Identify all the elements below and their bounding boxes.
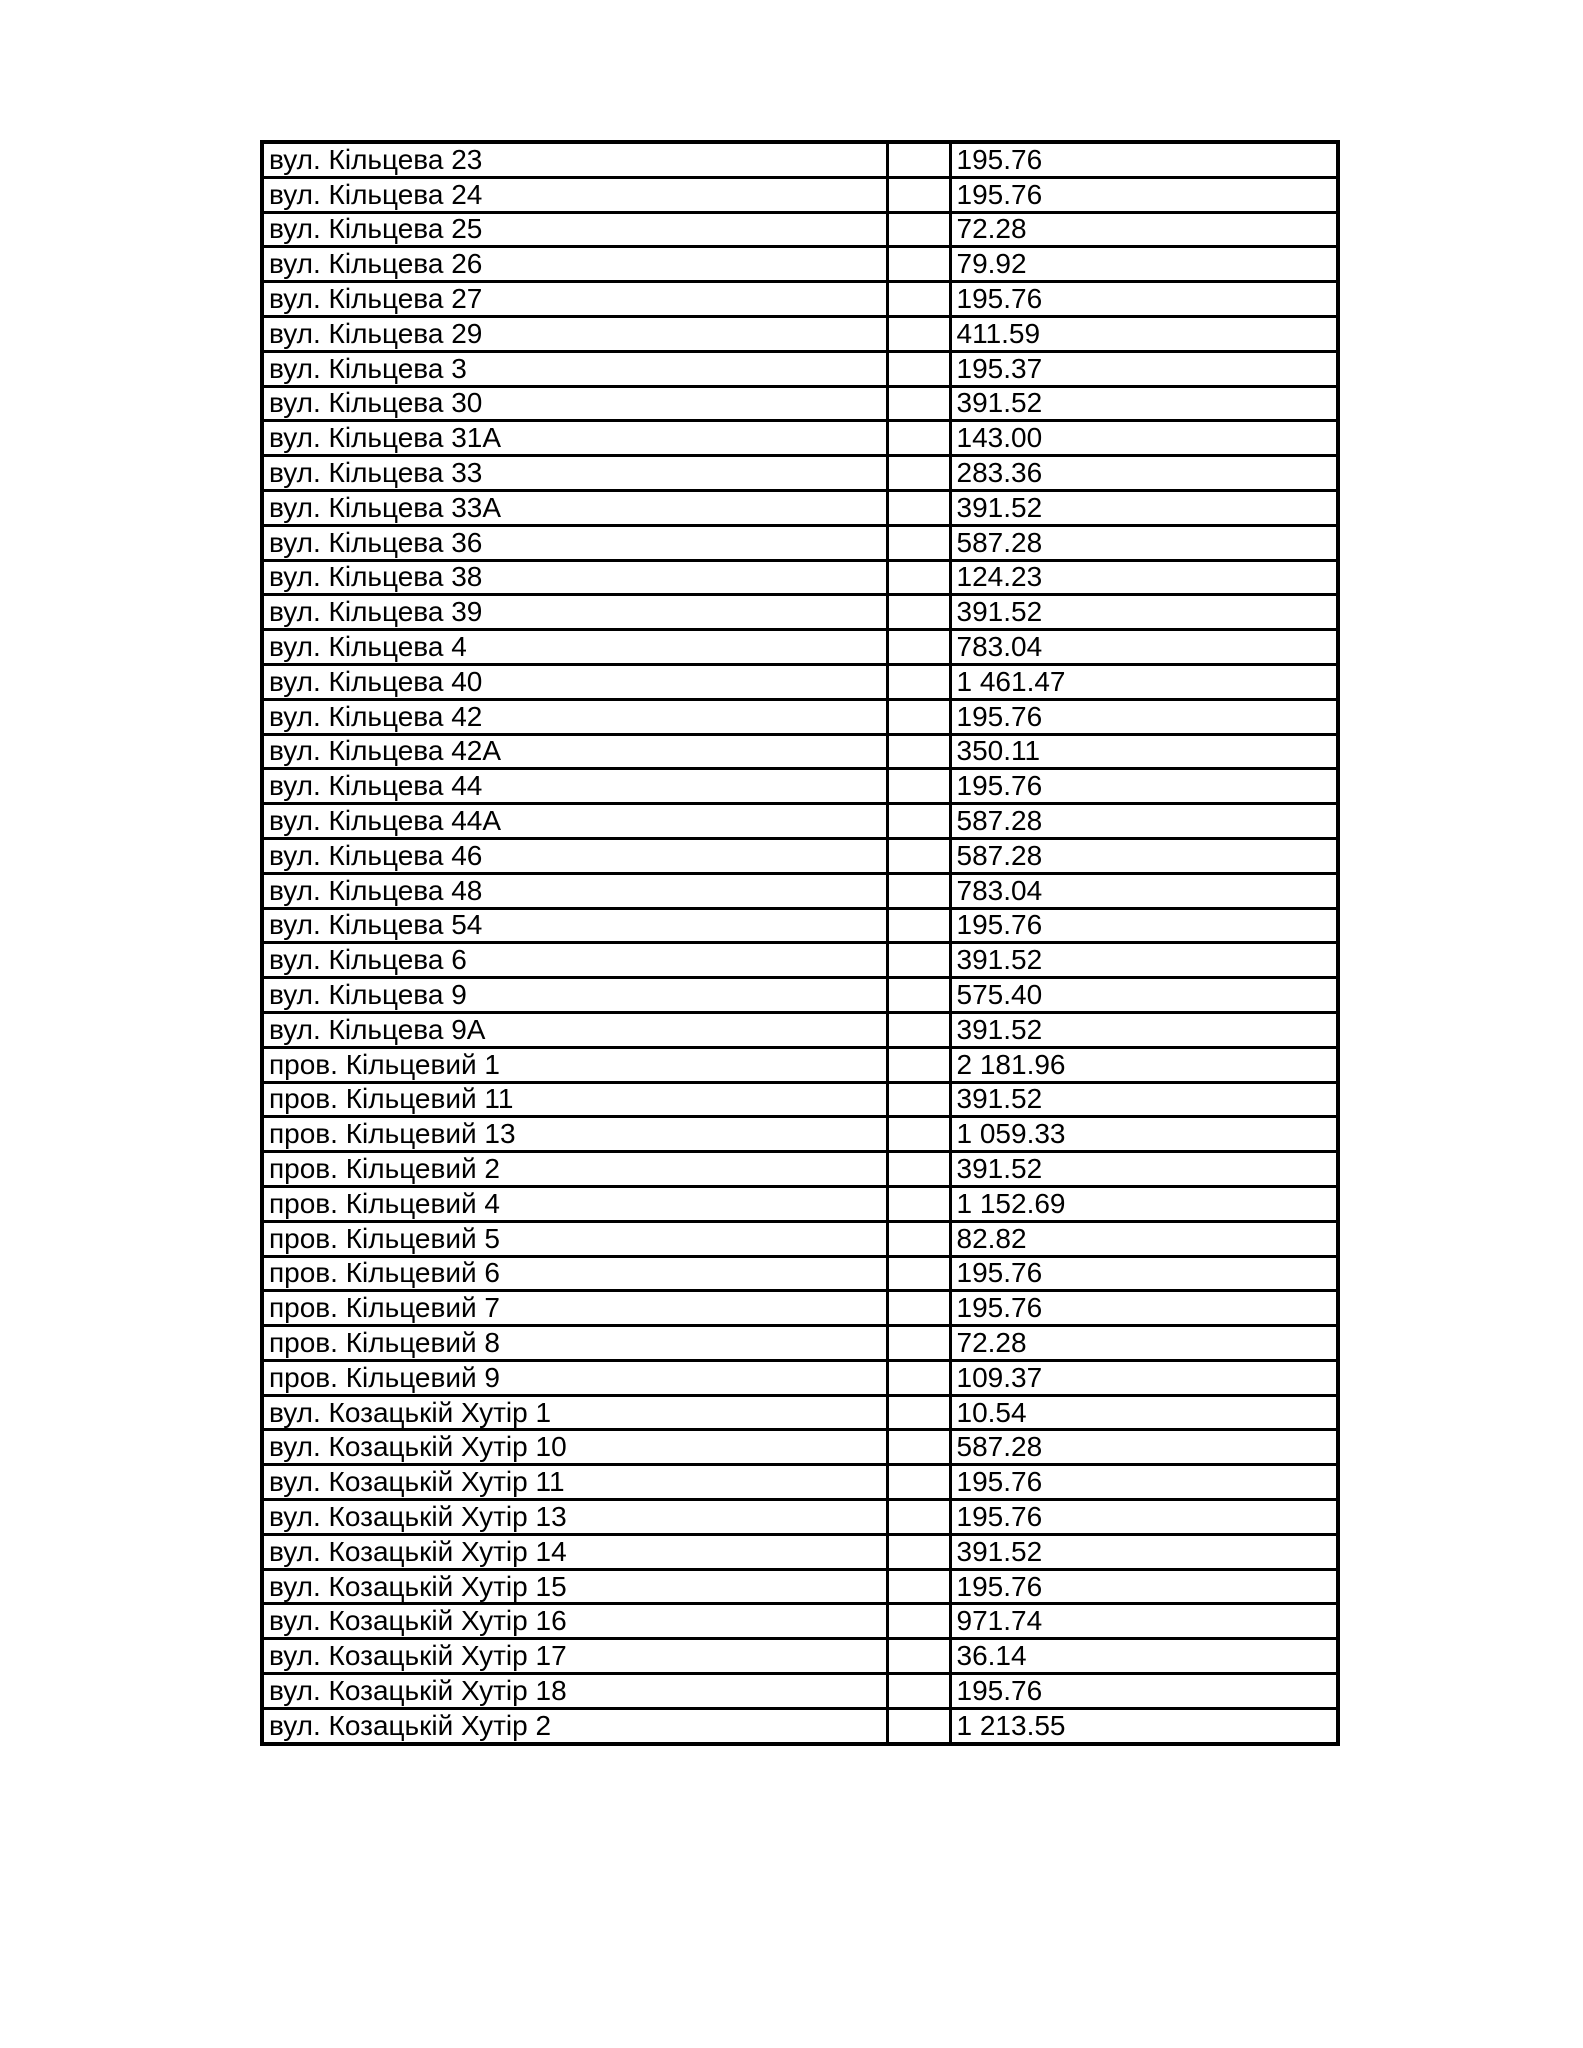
empty-cell	[887, 1395, 950, 1430]
table-row	[262, 1082, 1338, 1117]
address-cell: вул. Кільцева 36	[262, 525, 887, 560]
table-row	[262, 1569, 1338, 1604]
address-cell: пров. Кільцевий 1	[262, 1047, 887, 1082]
value-cell: 195.76	[950, 1674, 1338, 1709]
address-cell: вул. Кільцева 29	[262, 316, 887, 351]
empty-cell	[887, 1430, 950, 1465]
value-cell: 195.76	[950, 1465, 1338, 1500]
table-row	[262, 212, 1338, 247]
address-cell: вул. Козацькій Хутір 17	[262, 1639, 887, 1674]
value-cell: 411.59	[950, 316, 1338, 351]
empty-cell	[887, 595, 950, 630]
address-cell: вул. Кільцева 23	[262, 142, 887, 177]
empty-cell	[887, 1012, 950, 1047]
empty-cell	[887, 142, 950, 177]
table-row	[262, 1047, 1338, 1082]
empty-cell	[887, 1117, 950, 1152]
table-row	[262, 1708, 1338, 1743]
table-row	[262, 1326, 1338, 1361]
table-row	[262, 908, 1338, 943]
address-cell: вул. Кільцева 33	[262, 456, 887, 491]
address-cell: вул. Козацькій Хутір 2	[262, 1708, 887, 1743]
table-row	[262, 316, 1338, 351]
address-cell: вул. Кільцева 48	[262, 873, 887, 908]
table-row	[262, 386, 1338, 421]
value-cell: 587.28	[950, 1430, 1338, 1465]
value-cell: 195.76	[950, 699, 1338, 734]
empty-cell	[887, 560, 950, 595]
value-cell: 195.76	[950, 282, 1338, 317]
value-cell: 195.76	[950, 1291, 1338, 1326]
table-row	[262, 490, 1338, 525]
table-row	[262, 1465, 1338, 1500]
value-cell: 79.92	[950, 247, 1338, 282]
address-cell: вул. Кільцева 31А	[262, 421, 887, 456]
table-row	[262, 421, 1338, 456]
value-cell: 587.28	[950, 525, 1338, 560]
empty-cell	[887, 734, 950, 769]
table-row	[262, 1152, 1338, 1187]
value-cell: 195.76	[950, 177, 1338, 212]
empty-cell	[887, 1708, 950, 1743]
value-cell: 971.74	[950, 1604, 1338, 1639]
table-row	[262, 1186, 1338, 1221]
table-row	[262, 1604, 1338, 1639]
address-cell: вул. Кільцева 42	[262, 699, 887, 734]
table-row	[262, 1256, 1338, 1291]
empty-cell	[887, 386, 950, 421]
value-cell: 587.28	[950, 804, 1338, 839]
value-cell: 1 461.47	[950, 664, 1338, 699]
address-cell: пров. Кільцевий 4	[262, 1186, 887, 1221]
empty-cell	[887, 1047, 950, 1082]
table-row	[262, 838, 1338, 873]
address-cell: вул. Кільцева 54	[262, 908, 887, 943]
value-cell: 195.37	[950, 351, 1338, 386]
empty-cell	[887, 1639, 950, 1674]
value-cell: 575.40	[950, 978, 1338, 1013]
table-row	[262, 142, 1338, 177]
address-cell: вул. Кільцева 4	[262, 630, 887, 665]
value-cell: 1 213.55	[950, 1708, 1338, 1743]
address-cell: вул. Кільцева 9	[262, 978, 887, 1013]
table-row	[262, 699, 1338, 734]
value-cell: 10.54	[950, 1395, 1338, 1430]
value-cell: 124.23	[950, 560, 1338, 595]
empty-cell	[887, 908, 950, 943]
empty-cell	[887, 490, 950, 525]
address-cell: вул. Кільцева 9А	[262, 1012, 887, 1047]
empty-cell	[887, 873, 950, 908]
address-cell: вул. Кільцева 40	[262, 664, 887, 699]
value-cell: 391.52	[950, 490, 1338, 525]
table-row	[262, 873, 1338, 908]
value-cell: 195.76	[950, 769, 1338, 804]
address-cell: пров. Кільцевий 11	[262, 1082, 887, 1117]
empty-cell	[887, 1534, 950, 1569]
value-cell: 109.37	[950, 1360, 1338, 1395]
table-row	[262, 734, 1338, 769]
empty-cell	[887, 1604, 950, 1639]
address-cell: вул. Кільцева 39	[262, 595, 887, 630]
empty-cell	[887, 421, 950, 456]
value-cell: 391.52	[950, 595, 1338, 630]
table-row	[262, 1500, 1338, 1535]
table-row	[262, 1674, 1338, 1709]
table-row	[262, 177, 1338, 212]
address-cell: вул. Козацькій Хутір 11	[262, 1465, 887, 1500]
empty-cell	[887, 247, 950, 282]
address-cell: вул. Козацькій Хутір 14	[262, 1534, 887, 1569]
table-row	[262, 1395, 1338, 1430]
table-row	[262, 1430, 1338, 1465]
address-cell: вул. Кільцева 24	[262, 177, 887, 212]
empty-cell	[887, 699, 950, 734]
empty-cell	[887, 664, 950, 699]
table-row	[262, 560, 1338, 595]
empty-cell	[887, 1465, 950, 1500]
address-cell: вул. Козацькій Хутір 13	[262, 1500, 887, 1535]
address-cell: пров. Кільцевий 2	[262, 1152, 887, 1187]
value-cell: 391.52	[950, 386, 1338, 421]
table-row	[262, 1639, 1338, 1674]
table-row	[262, 978, 1338, 1013]
empty-cell	[887, 1674, 950, 1709]
value-cell: 72.28	[950, 212, 1338, 247]
value-cell: 36.14	[950, 1639, 1338, 1674]
address-cell: пров. Кільцевий 8	[262, 1326, 887, 1361]
table-row	[262, 943, 1338, 978]
empty-cell	[887, 1186, 950, 1221]
address-cell: пров. Кільцевий 9	[262, 1360, 887, 1395]
address-cell: вул. Козацькій Хутір 10	[262, 1430, 887, 1465]
value-cell: 391.52	[950, 1082, 1338, 1117]
table-row	[262, 282, 1338, 317]
address-cell: вул. Кільцева 33А	[262, 490, 887, 525]
value-cell: 2 181.96	[950, 1047, 1338, 1082]
empty-cell	[887, 1500, 950, 1535]
value-cell: 391.52	[950, 1152, 1338, 1187]
address-value-table	[260, 140, 1340, 1746]
empty-cell	[887, 1569, 950, 1604]
address-cell: вул. Кільцева 27	[262, 282, 887, 317]
table-row	[262, 456, 1338, 491]
address-cell: вул. Козацькій Хутір 15	[262, 1569, 887, 1604]
value-cell: 1 059.33	[950, 1117, 1338, 1152]
table-row	[262, 769, 1338, 804]
empty-cell	[887, 1221, 950, 1256]
address-cell: вул. Козацькій Хутір 18	[262, 1674, 887, 1709]
empty-cell	[887, 1291, 950, 1326]
table-row	[262, 595, 1338, 630]
empty-cell	[887, 978, 950, 1013]
value-cell: 783.04	[950, 630, 1338, 665]
address-cell: вул. Кільцева 44А	[262, 804, 887, 839]
table-row	[262, 664, 1338, 699]
empty-cell	[887, 456, 950, 491]
table-row	[262, 1221, 1338, 1256]
empty-cell	[887, 1360, 950, 1395]
table-row	[262, 351, 1338, 386]
address-cell: вул. Козацькій Хутір 1	[262, 1395, 887, 1430]
value-cell: 391.52	[950, 943, 1338, 978]
address-cell: пров. Кільцевий 5	[262, 1221, 887, 1256]
empty-cell	[887, 804, 950, 839]
value-cell: 82.82	[950, 1221, 1338, 1256]
value-cell: 1 152.69	[950, 1186, 1338, 1221]
table-body	[262, 142, 1338, 1744]
empty-cell	[887, 1256, 950, 1291]
value-cell: 283.36	[950, 456, 1338, 491]
address-cell: вул. Кільцева 46	[262, 838, 887, 873]
address-cell: пров. Кільцевий 7	[262, 1291, 887, 1326]
value-cell: 587.28	[950, 838, 1338, 873]
address-cell: вул. Кільцева 26	[262, 247, 887, 282]
table-row	[262, 1012, 1338, 1047]
table-row	[262, 804, 1338, 839]
address-cell: вул. Кільцева 38	[262, 560, 887, 595]
address-cell: пров. Кільцевий 13	[262, 1117, 887, 1152]
value-cell: 391.52	[950, 1534, 1338, 1569]
empty-cell	[887, 769, 950, 804]
value-cell: 195.76	[950, 1500, 1338, 1535]
table-row	[262, 630, 1338, 665]
value-cell: 72.28	[950, 1326, 1338, 1361]
address-cell: вул. Кільцева 42А	[262, 734, 887, 769]
address-cell: вул. Кільцева 30	[262, 386, 887, 421]
empty-cell	[887, 351, 950, 386]
value-cell: 391.52	[950, 1012, 1338, 1047]
value-cell: 143.00	[950, 421, 1338, 456]
table-row	[262, 247, 1338, 282]
address-cell: вул. Кільцева 3	[262, 351, 887, 386]
value-cell: 783.04	[950, 873, 1338, 908]
empty-cell	[887, 525, 950, 560]
empty-cell	[887, 1082, 950, 1117]
empty-cell	[887, 1326, 950, 1361]
empty-cell	[887, 282, 950, 317]
empty-cell	[887, 630, 950, 665]
empty-cell	[887, 316, 950, 351]
value-cell: 195.76	[950, 1569, 1338, 1604]
address-cell: вул. Кільцева 6	[262, 943, 887, 978]
table-row	[262, 1117, 1338, 1152]
value-cell: 350.11	[950, 734, 1338, 769]
table-row	[262, 525, 1338, 560]
address-cell: вул. Кільцева 44	[262, 769, 887, 804]
address-cell: вул. Козацькій Хутір 16	[262, 1604, 887, 1639]
address-cell: пров. Кільцевий 6	[262, 1256, 887, 1291]
empty-cell	[887, 1152, 950, 1187]
address-cell: вул. Кільцева 25	[262, 212, 887, 247]
table-row	[262, 1360, 1338, 1395]
empty-cell	[887, 943, 950, 978]
table-row	[262, 1291, 1338, 1326]
empty-cell	[887, 838, 950, 873]
table-row	[262, 1534, 1338, 1569]
value-cell: 195.76	[950, 908, 1338, 943]
empty-cell	[887, 212, 950, 247]
value-cell: 195.76	[950, 142, 1338, 177]
value-cell: 195.76	[950, 1256, 1338, 1291]
empty-cell	[887, 177, 950, 212]
